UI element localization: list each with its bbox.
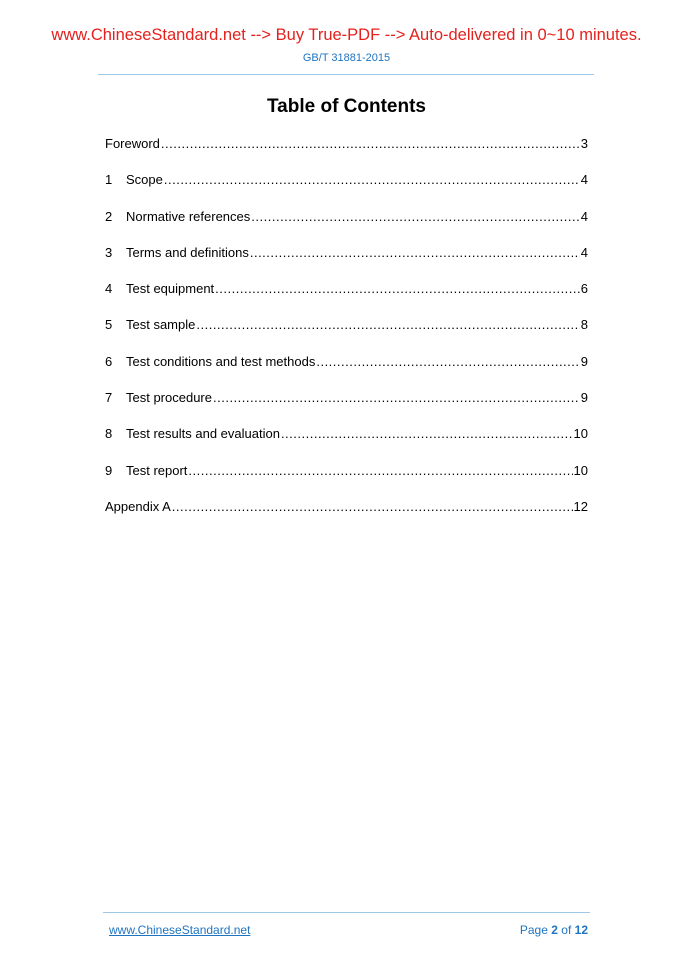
toc-entry-scope[interactable] bbox=[105, 170, 588, 206]
toc-entry-number: 9 bbox=[105, 462, 113, 478]
toc-entry-number: 6 bbox=[105, 353, 113, 369]
banner-link[interactable]: www.ChineseStandard.net --> Buy True-PDF --> Auto-delivered in 0~10 minutes. bbox=[51, 26, 642, 44]
toc-entry-page: 10 bbox=[573, 462, 588, 478]
total-pages: 12 bbox=[574, 923, 588, 937]
dot-leader bbox=[164, 170, 580, 190]
footer-website-link[interactable]: www.ChineseStandard.net bbox=[109, 923, 251, 937]
dot-leader bbox=[161, 134, 580, 154]
toc-entry-page: 8 bbox=[580, 317, 588, 333]
footer-divider bbox=[103, 912, 590, 913]
toc-entry-normative-references[interactable] bbox=[105, 207, 588, 243]
toc-entry-label: Test equipment bbox=[126, 281, 215, 297]
toc-entry-number: 5 bbox=[105, 317, 113, 333]
toc-entry-page: 9 bbox=[580, 390, 588, 406]
page-number bbox=[520, 923, 588, 937]
toc-entry-label: Test results and evaluation bbox=[126, 426, 280, 442]
toc-entry-test-results[interactable] bbox=[105, 424, 588, 460]
toc-entry-label: Test sample bbox=[126, 317, 196, 333]
toc-entry-label: Appendix A bbox=[105, 498, 171, 514]
toc-entry-appendix-a[interactable] bbox=[105, 497, 588, 533]
toc-entry-test-report[interactable] bbox=[105, 461, 588, 497]
toc-entry-test-sample[interactable] bbox=[105, 315, 588, 351]
toc-entry-page: 6 bbox=[580, 281, 588, 297]
dot-leader bbox=[188, 461, 572, 481]
toc-entry-number: 4 bbox=[105, 281, 113, 297]
toc-entry-page: 3 bbox=[580, 136, 588, 151]
toc-entry-label: Foreword bbox=[105, 136, 160, 151]
document-code: GB/T 31881-2015 bbox=[302, 52, 391, 64]
header-divider bbox=[98, 74, 594, 75]
toc-entry-label: Normative references bbox=[126, 208, 251, 224]
toc-entry-label: Test report bbox=[126, 462, 188, 478]
toc-entry-test-procedure[interactable] bbox=[105, 388, 588, 424]
toc-entry-test-equipment[interactable] bbox=[105, 279, 588, 315]
toc-entry-page: 4 bbox=[580, 244, 588, 260]
table-of-contents bbox=[105, 134, 588, 533]
toc-entry-number: 1 bbox=[105, 172, 113, 188]
toc-entry-label: Scope bbox=[126, 172, 163, 188]
toc-entry-number: 3 bbox=[105, 244, 113, 260]
toc-entry-page: 9 bbox=[580, 353, 588, 369]
page-of: of bbox=[561, 923, 572, 937]
toc-entry-page: 12 bbox=[573, 498, 588, 514]
dot-leader bbox=[281, 424, 573, 444]
toc-entry-number: 2 bbox=[105, 208, 113, 224]
toc-entry-page: 10 bbox=[573, 426, 588, 442]
page-prefix: Page bbox=[519, 923, 548, 937]
current-page: 2 bbox=[551, 923, 558, 937]
toc-entry-label: Test conditions and test methods bbox=[126, 353, 316, 369]
toc-entry-number: 7 bbox=[105, 390, 113, 406]
dot-leader bbox=[250, 243, 580, 263]
dot-leader bbox=[316, 352, 579, 372]
toc-entry-page: 4 bbox=[580, 208, 588, 224]
toc-entry-foreword[interactable] bbox=[105, 134, 588, 170]
toc-entry-page: 4 bbox=[580, 172, 588, 188]
dot-leader bbox=[215, 279, 580, 299]
dot-leader bbox=[172, 497, 573, 517]
dot-leader bbox=[213, 388, 580, 408]
dot-leader bbox=[196, 315, 579, 335]
toc-entry-label: Test procedure bbox=[126, 390, 212, 406]
toc-entry-number: 8 bbox=[105, 426, 113, 442]
toc-entry-terms-and-definitions[interactable] bbox=[105, 243, 588, 279]
toc-entry-label: Terms and definitions bbox=[126, 244, 249, 260]
toc-entry-test-conditions[interactable] bbox=[105, 352, 588, 388]
page-title: Table of Contents bbox=[266, 96, 427, 117]
dot-leader bbox=[251, 207, 579, 227]
